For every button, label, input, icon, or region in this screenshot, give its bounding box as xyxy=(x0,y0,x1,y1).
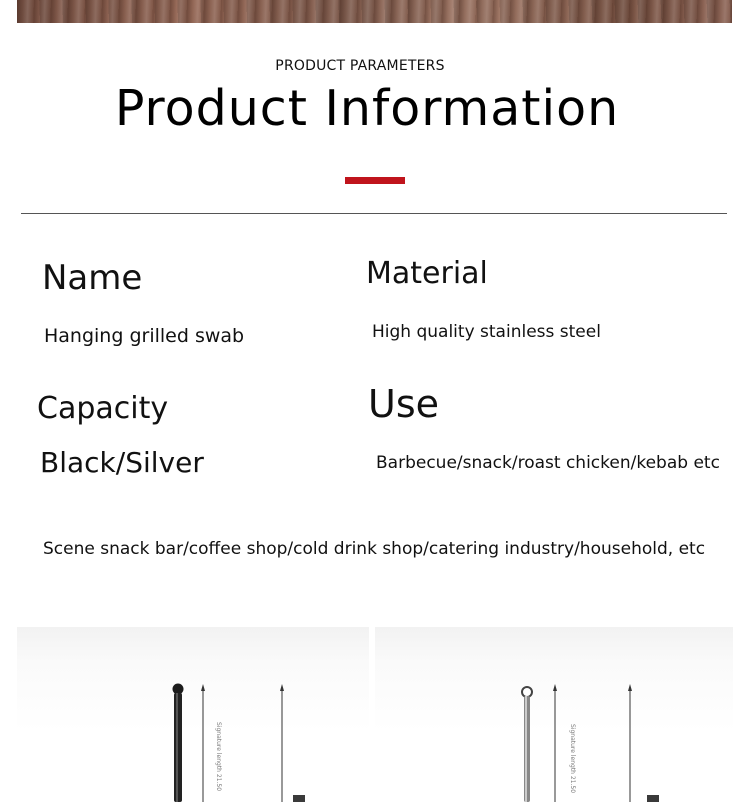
name-label: Name xyxy=(42,258,143,298)
use-value: Barbecue/snack/roast chicken/kebab etc xyxy=(376,453,720,473)
material-value: High quality stainless steel xyxy=(372,322,601,342)
capacity-value: Black/Silver xyxy=(40,446,204,479)
product-photo-black xyxy=(17,627,369,802)
name-value: Hanging grilled swab xyxy=(44,325,245,347)
length-caption-left: Signature length 21.50 xyxy=(215,722,222,792)
page-title: Product Information xyxy=(114,80,620,137)
divider xyxy=(21,213,727,214)
capacity-label: Capacity xyxy=(37,391,169,426)
product-photo-silver xyxy=(375,627,733,802)
length-caption-right: Signature length 21.50 xyxy=(569,724,576,794)
scene-text: Scene snack bar/coffee shop/cold drink shop/catering industry/household, etc xyxy=(43,539,706,559)
section-eyebrow: PRODUCT PARAMETERS xyxy=(275,58,445,74)
material-label: Material xyxy=(366,256,488,291)
wood-banner-image xyxy=(17,0,732,23)
accent-bar xyxy=(345,177,405,184)
use-label: Use xyxy=(368,382,439,426)
